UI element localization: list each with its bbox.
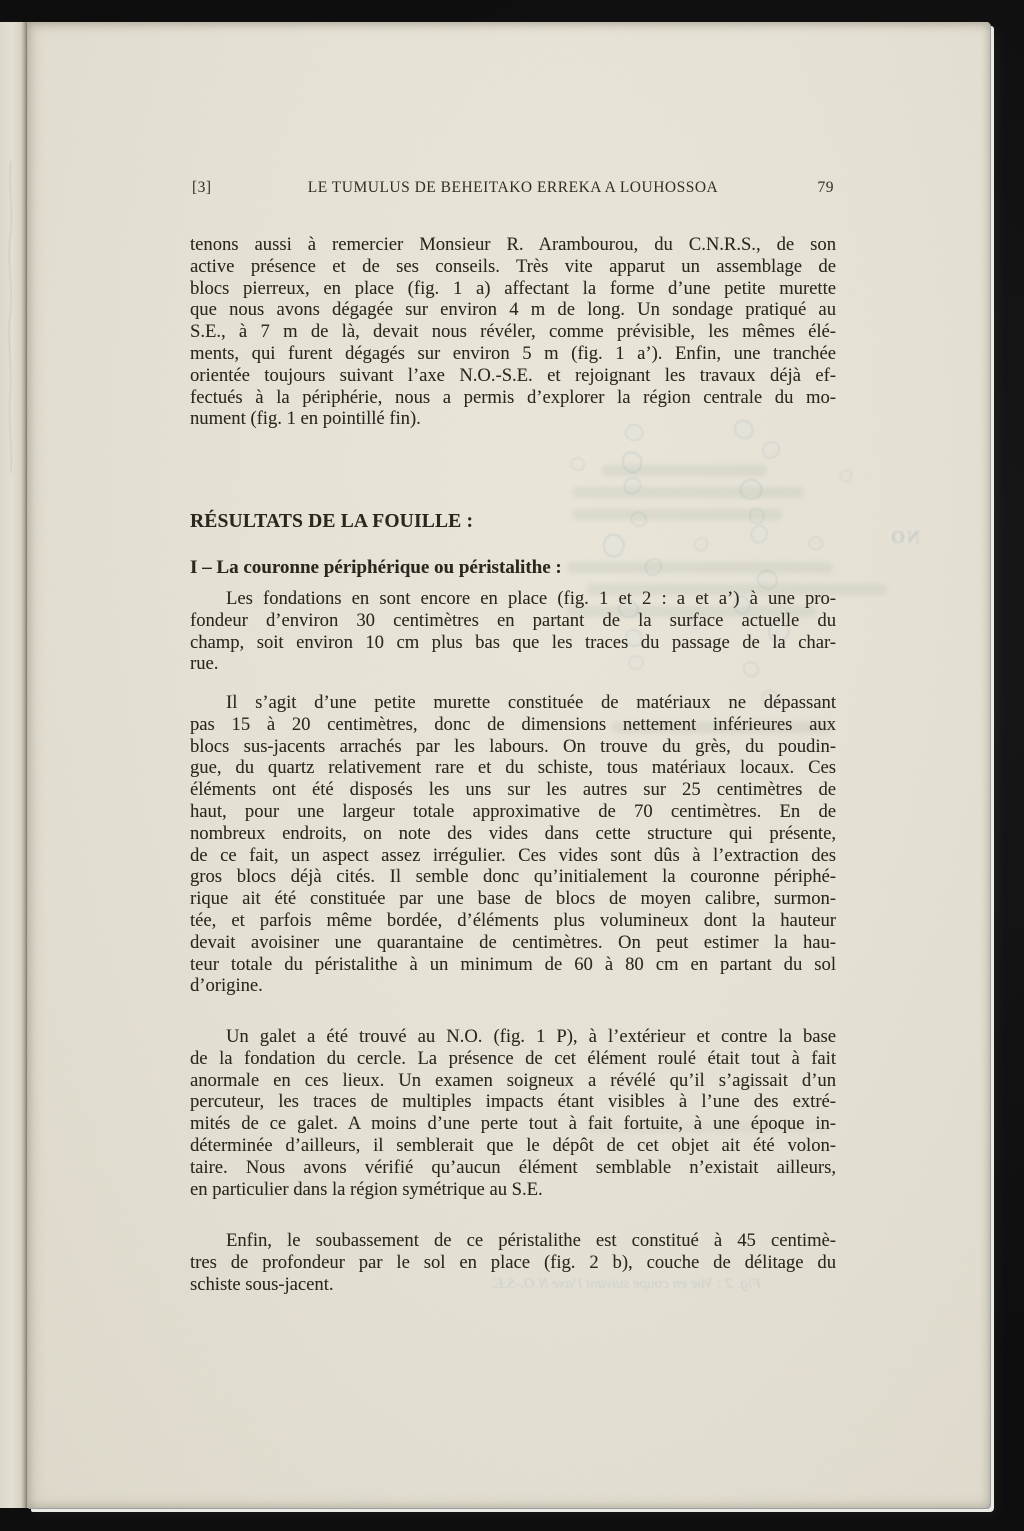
text-line: rique ait été constituée par une base de blocs de moyen calibre, surmon-: [190, 888, 836, 910]
section-reference: [3]: [192, 179, 212, 196]
body-paragraph: [190, 692, 836, 997]
text-line: Il s’agit d’une petite murette constituée de matériaux ne dépassant: [226, 692, 836, 713]
bleedthrough-smudge: [572, 487, 804, 498]
page-number: 79: [817, 179, 834, 196]
text-line: ments, qui furent dégagés sur environ 5 m (fig. 1 a’). Enfin, une tranchée: [190, 342, 836, 364]
text-line: schiste sous-jacent.: [190, 1273, 334, 1295]
text-line: nombreux endroits, on note des vides dans cette structure qui présente,: [190, 822, 836, 844]
body-paragraph: [190, 588, 836, 675]
body-paragraph: [190, 1026, 836, 1200]
previous-page-edge: [0, 22, 27, 1508]
text-line: de la fondation du cercle. La présence de cet élément roulé était tout à fait: [190, 1047, 836, 1069]
text-line: éléments ont été disposés les uns sur les autres sur 25 centimètres de: [190, 779, 836, 801]
text-line: devait avoisiner une quarantaine de centimètres. On peut estimer la hau-: [190, 931, 836, 953]
text-line: blocs pierreux, en place (fig. 1 a) affectant la forme d’une petite murette: [190, 277, 836, 299]
bleedthrough-figure-caption: Fig. 2 : Vue en coupe suivant l’axe N.O.-S.E.: [490, 1276, 762, 1292]
text-line: fectués à la périphérie, nous a permis d’explorer la région centrale du mo-: [190, 386, 836, 408]
text-line: gros blocs déjà cités. Il semble donc qu’initialement la couronne périphé-: [190, 866, 836, 888]
text-line: Enfin, le soubassement de ce péristalithe est constitué à 45 centimè-: [226, 1230, 836, 1251]
text-line: blocs sus-jacents arrachés par les labours. On trouve du grès, du poudin-: [190, 735, 836, 757]
text-line: tée, et parfois même bordée, d’éléments plus volumineux dont la hauteur: [190, 909, 836, 931]
text-line: orientée toujours suivant l’axe N.O.-S.E. et rejoignant les travaux déjà ef-: [190, 364, 836, 386]
book-page: [27, 22, 990, 1508]
text-line: Un galet a été trouvé au N.O. (fig. 1 P), à l’extérieur et contre la base: [226, 1026, 836, 1047]
text-line: anormale en ces lieux. Un examen soigneux a révélé qu’il s’agissait d’un: [190, 1069, 836, 1091]
text-line: pas 15 à 20 centimètres, donc de dimensions nettement inférieures aux: [190, 713, 836, 735]
body-paragraph: [190, 234, 836, 430]
text-line: Les fondations en sont encore en place (fig. 1 et 2 : a et a’) à une pro-: [226, 588, 836, 609]
running-title: LE TUMULUS DE BEHEITAKO ERREKA A LOUHOSSOA: [307, 179, 719, 196]
text-line: en particulier dans la région symétrique au S.E.: [190, 1178, 543, 1200]
edge-pencil-mark-decoration: [2, 157, 20, 477]
running-header: [190, 179, 836, 201]
text-line: active présence et de ses conseils. Très vite apparut un assemblage de: [190, 255, 836, 277]
text-line: champ, soit environ 10 cm plus bas que les traces du passage de la char-: [190, 631, 836, 653]
text-line: mités de ce galet. A moins d’une perte tout à fait fortuite, à une époque in-: [190, 1113, 836, 1135]
text-line: nument (fig. 1 en pointillé fin).: [190, 408, 421, 430]
text-line: taire. Nous avons vérifié qu’aucun élément semblable n’existait ailleurs,: [190, 1156, 836, 1178]
text-line: tenons aussi à remercier Monsieur R. Arambourou, du C.N.R.S., de son: [190, 234, 836, 255]
text-line: percuteur, les traces de multiples impacts étant visibles à l’une des extré-: [190, 1091, 836, 1113]
text-line: tres de profondeur par le sol en place (fig. 2 b), couche de délitage du: [190, 1251, 836, 1273]
text-line: S.E., à 7 m de là, devait nous révéler, comme prévisible, les mêmes élé-: [190, 321, 836, 343]
text-line: que nous avons dégagée sur environ 4 m de long. Un sondage pratiqué au: [190, 299, 836, 321]
section-heading: RÉSULTATS DE LA FOUILLE :: [190, 511, 474, 532]
body-paragraph: [190, 1230, 836, 1295]
text-line: gue, du quartz relativement rare et du schiste, tous matériaux locaux. Ces: [190, 757, 836, 779]
bleedthrough-smudge: [602, 465, 767, 476]
text-line: d’origine.: [190, 975, 263, 997]
subsection-heading: I – La couronne périphérique ou péristalithe :: [190, 557, 562, 578]
text-line: teur totale du péristalithe à un minimum de 60 à 80 cm en partant du sol: [190, 953, 836, 975]
text-line: haut, pour une largeur totale approximative de 70 centimètres. En de: [190, 800, 836, 822]
bleedthrough-compass-label: NO: [889, 527, 920, 547]
text-line: de ce fait, un aspect assez irrégulier. Ces vides sont dûs à l’extraction des: [190, 844, 836, 866]
text-line: rue.: [190, 653, 219, 675]
text-line: fondeur d’environ 30 centimètres en partant de la surface actuelle du: [190, 609, 836, 631]
text-line: déterminée d’ailleurs, il semblerait que le dépôt de cet objet ait été volon-: [190, 1134, 836, 1156]
